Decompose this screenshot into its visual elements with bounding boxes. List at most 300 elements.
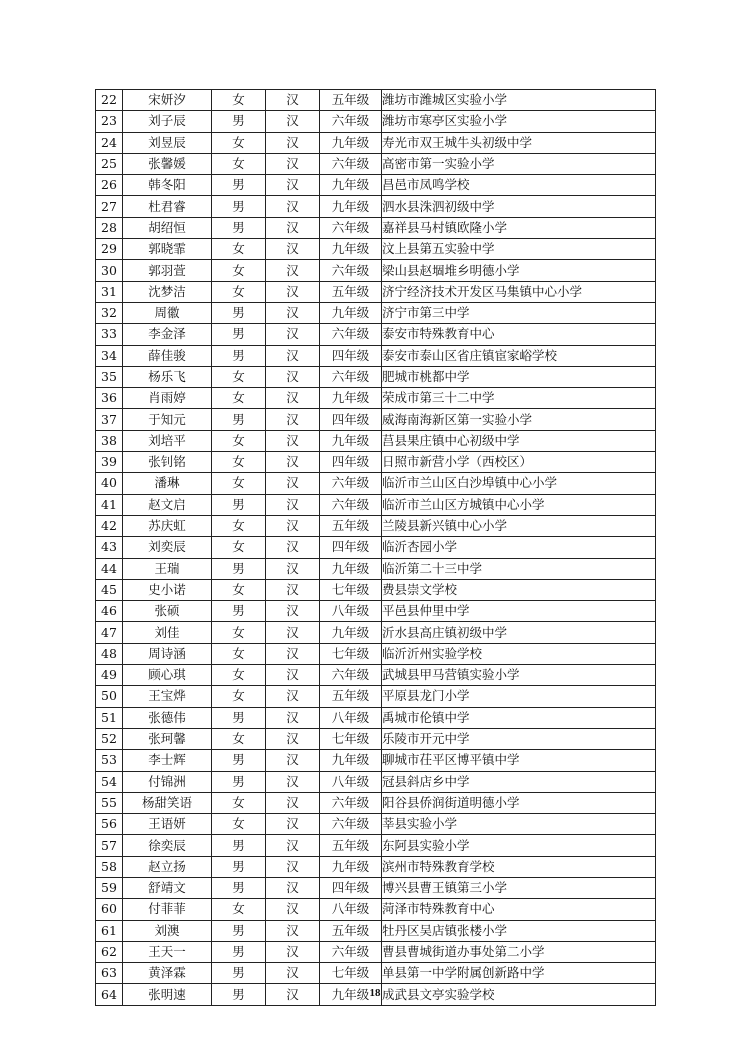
table-row [96, 814, 656, 835]
grade-cell: 六年级 [320, 665, 382, 686]
row-number-cell: 38 [96, 430, 123, 451]
table-row [96, 941, 656, 962]
student-name-cell: 刘奕辰 [123, 537, 212, 558]
row-number-cell: 27 [96, 196, 123, 217]
school-name-cell: 平邑县仲里中学 [382, 601, 656, 622]
school-name-cell: 单县第一中学附属创新路中学 [382, 963, 656, 984]
ethnicity-cell: 汉 [266, 302, 320, 323]
school-name-cell: 兰陵县新兴镇中心小学 [382, 515, 656, 536]
student-name-cell: 薛佳骏 [123, 345, 212, 366]
ethnicity-cell: 汉 [266, 643, 320, 664]
ethnicity-cell: 汉 [266, 473, 320, 494]
school-name-cell: 济宁经济技术开发区马集镇中心小学 [382, 281, 656, 302]
student-name-cell: 沈梦洁 [123, 281, 212, 302]
student-name-cell: 宋妍汐 [123, 90, 212, 111]
row-number-cell: 44 [96, 558, 123, 579]
gender-cell: 女 [212, 665, 266, 686]
grade-cell: 六年级 [320, 473, 382, 494]
ethnicity-cell: 汉 [266, 90, 320, 111]
row-number-cell: 28 [96, 217, 123, 238]
table-row [96, 452, 656, 473]
student-name-cell: 舒靖文 [123, 877, 212, 898]
ethnicity-cell: 汉 [266, 239, 320, 260]
gender-cell: 女 [212, 388, 266, 409]
student-name-cell: 张钊铭 [123, 452, 212, 473]
table-row [96, 665, 656, 686]
row-number-cell: 29 [96, 239, 123, 260]
table-row [96, 728, 656, 749]
table-row [96, 473, 656, 494]
gender-cell: 女 [212, 281, 266, 302]
gender-cell: 女 [212, 643, 266, 664]
student-name-cell: 刘子辰 [123, 111, 212, 132]
grade-cell: 八年级 [320, 601, 382, 622]
row-number-cell: 47 [96, 622, 123, 643]
grade-cell: 九年级 [320, 175, 382, 196]
table-row [96, 920, 656, 941]
student-name-cell: 郭晓霏 [123, 239, 212, 260]
row-number-cell: 48 [96, 643, 123, 664]
ethnicity-cell: 汉 [266, 175, 320, 196]
grade-cell: 九年级 [320, 622, 382, 643]
gender-cell: 男 [212, 601, 266, 622]
ethnicity-cell: 汉 [266, 196, 320, 217]
student-name-cell: 杨甜笑语 [123, 792, 212, 813]
row-number-cell: 34 [96, 345, 123, 366]
school-name-cell: 武城县甲马营镇实验小学 [382, 665, 656, 686]
student-name-cell: 李士辉 [123, 750, 212, 771]
table-row [96, 494, 656, 515]
student-name-cell: 顾心琪 [123, 665, 212, 686]
grade-cell: 六年级 [320, 814, 382, 835]
ethnicity-cell: 汉 [266, 707, 320, 728]
ethnicity-cell: 汉 [266, 409, 320, 430]
student-name-cell: 赵文启 [123, 494, 212, 515]
ethnicity-cell: 汉 [266, 963, 320, 984]
grade-cell: 四年级 [320, 537, 382, 558]
table-row [96, 345, 656, 366]
table-row [96, 239, 656, 260]
table-row [96, 515, 656, 536]
school-name-cell: 嘉祥县马村镇欧隆小学 [382, 217, 656, 238]
student-name-cell: 刘佳 [123, 622, 212, 643]
row-number-cell: 55 [96, 792, 123, 813]
ethnicity-cell: 汉 [266, 814, 320, 835]
school-name-cell: 莘县实验小学 [382, 814, 656, 835]
school-name-cell: 威海南海新区第一实验小学 [382, 409, 656, 430]
ethnicity-cell: 汉 [266, 601, 320, 622]
table-row [96, 643, 656, 664]
gender-cell: 男 [212, 196, 266, 217]
student-name-cell: 周诗涵 [123, 643, 212, 664]
student-name-cell: 于知元 [123, 409, 212, 430]
ethnicity-cell: 汉 [266, 324, 320, 345]
ethnicity-cell: 汉 [266, 537, 320, 558]
school-name-cell: 阳谷县侨润街道明德小学 [382, 792, 656, 813]
student-name-cell: 杨乐飞 [123, 366, 212, 387]
grade-cell: 九年级 [320, 302, 382, 323]
ethnicity-cell: 汉 [266, 792, 320, 813]
school-name-cell: 乐陵市开元中学 [382, 728, 656, 749]
table-row [96, 622, 656, 643]
grade-cell: 六年级 [320, 217, 382, 238]
student-name-cell: 郭羽萱 [123, 260, 212, 281]
table-row [96, 132, 656, 153]
row-number-cell: 43 [96, 537, 123, 558]
ethnicity-cell: 汉 [266, 665, 320, 686]
ethnicity-cell: 汉 [266, 920, 320, 941]
grade-cell: 七年级 [320, 728, 382, 749]
table-row [96, 537, 656, 558]
table-row [96, 90, 656, 111]
table-row [96, 877, 656, 898]
ethnicity-cell: 汉 [266, 281, 320, 302]
grade-cell: 九年级 [320, 750, 382, 771]
ethnicity-cell: 汉 [266, 217, 320, 238]
student-name-cell: 付菲菲 [123, 899, 212, 920]
table-row [96, 153, 656, 174]
grade-cell: 五年级 [320, 835, 382, 856]
row-number-cell: 31 [96, 281, 123, 302]
school-name-cell: 滨州市特殊教育学校 [382, 856, 656, 877]
student-name-cell: 徐奕辰 [123, 835, 212, 856]
table-row [96, 771, 656, 792]
school-name-cell: 临沂市兰山区方城镇中心小学 [382, 494, 656, 515]
ethnicity-cell: 汉 [266, 494, 320, 515]
row-number-cell: 45 [96, 579, 123, 600]
student-name-cell: 苏庆虹 [123, 515, 212, 536]
row-number-cell: 50 [96, 686, 123, 707]
row-number-cell: 51 [96, 707, 123, 728]
school-name-cell: 泰安市泰山区省庄镇宦家峪学校 [382, 345, 656, 366]
row-number-cell: 63 [96, 963, 123, 984]
ethnicity-cell: 汉 [266, 388, 320, 409]
student-name-cell: 杜君睿 [123, 196, 212, 217]
table-row [96, 856, 656, 877]
table-row [96, 111, 656, 132]
table-row [96, 366, 656, 387]
gender-cell: 女 [212, 473, 266, 494]
gender-cell: 男 [212, 345, 266, 366]
grade-cell: 六年级 [320, 941, 382, 962]
ethnicity-cell: 汉 [266, 899, 320, 920]
grade-cell: 九年级 [320, 558, 382, 579]
student-name-cell: 胡绍恒 [123, 217, 212, 238]
gender-cell: 女 [212, 239, 266, 260]
row-number-cell: 46 [96, 601, 123, 622]
school-name-cell: 曹县曹城街道办事处第二小学 [382, 941, 656, 962]
table-row [96, 835, 656, 856]
grade-cell: 八年级 [320, 771, 382, 792]
grade-cell: 八年级 [320, 899, 382, 920]
grade-cell: 六年级 [320, 494, 382, 515]
ethnicity-cell: 汉 [266, 260, 320, 281]
grade-cell: 六年级 [320, 260, 382, 281]
row-number-cell: 25 [96, 153, 123, 174]
row-number-cell: 49 [96, 665, 123, 686]
row-number-cell: 40 [96, 473, 123, 494]
row-number-cell: 59 [96, 877, 123, 898]
school-name-cell: 聊城市茌平区博平镇中学 [382, 750, 656, 771]
school-name-cell: 临沂市兰山区白沙埠镇中心小学 [382, 473, 656, 494]
table-row [96, 302, 656, 323]
grade-cell: 四年级 [320, 452, 382, 473]
student-name-cell: 刘澳 [123, 920, 212, 941]
school-name-cell: 博兴县曹王镇第三小学 [382, 877, 656, 898]
gender-cell: 男 [212, 217, 266, 238]
student-name-cell: 王瑞 [123, 558, 212, 579]
student-name-cell: 张硕 [123, 601, 212, 622]
grade-cell: 八年级 [320, 707, 382, 728]
ethnicity-cell: 汉 [266, 579, 320, 600]
student-name-cell: 周徽 [123, 302, 212, 323]
school-name-cell: 肥城市桃都中学 [382, 366, 656, 387]
gender-cell: 男 [212, 877, 266, 898]
school-name-cell: 禹城市伦镇中学 [382, 707, 656, 728]
school-name-cell: 莒县果庄镇中心初级中学 [382, 430, 656, 451]
ethnicity-cell: 汉 [266, 835, 320, 856]
grade-cell: 五年级 [320, 90, 382, 111]
ethnicity-cell: 汉 [266, 941, 320, 962]
grade-cell: 七年级 [320, 643, 382, 664]
roster-table-body [96, 90, 656, 1006]
school-name-cell: 菏泽市特殊教育中心 [382, 899, 656, 920]
gender-cell: 男 [212, 920, 266, 941]
ethnicity-cell: 汉 [266, 686, 320, 707]
gender-cell: 女 [212, 728, 266, 749]
grade-cell: 七年级 [320, 963, 382, 984]
table-row [96, 601, 656, 622]
table-row [96, 388, 656, 409]
table-row [96, 324, 656, 345]
gender-cell: 男 [212, 963, 266, 984]
school-name-cell: 临沂沂州实验学校 [382, 643, 656, 664]
gender-cell: 男 [212, 409, 266, 430]
gender-cell: 女 [212, 537, 266, 558]
gender-cell: 男 [212, 302, 266, 323]
table-row [96, 430, 656, 451]
grade-cell: 五年级 [320, 686, 382, 707]
row-number-cell: 26 [96, 175, 123, 196]
table-row [96, 792, 656, 813]
student-name-cell: 刘昱辰 [123, 132, 212, 153]
gender-cell: 女 [212, 515, 266, 536]
row-number-cell: 60 [96, 899, 123, 920]
student-name-cell: 张馨媛 [123, 153, 212, 174]
student-name-cell: 肖雨婷 [123, 388, 212, 409]
grade-cell: 九年级 [320, 984, 382, 1005]
grade-cell: 四年级 [320, 877, 382, 898]
grade-cell: 九年级 [320, 132, 382, 153]
student-name-cell: 张明速 [123, 984, 212, 1005]
ethnicity-cell: 汉 [266, 622, 320, 643]
gender-cell: 女 [212, 430, 266, 451]
table-row [96, 899, 656, 920]
row-number-cell: 57 [96, 835, 123, 856]
grade-cell: 九年级 [320, 239, 382, 260]
table-row [96, 963, 656, 984]
ethnicity-cell: 汉 [266, 558, 320, 579]
school-name-cell: 临沂第二十三中学 [382, 558, 656, 579]
gender-cell: 男 [212, 835, 266, 856]
school-name-cell: 临沂杏园小学 [382, 537, 656, 558]
grade-cell: 四年级 [320, 409, 382, 430]
gender-cell: 女 [212, 814, 266, 835]
gender-cell: 女 [212, 792, 266, 813]
table-row [96, 260, 656, 281]
ethnicity-cell: 汉 [266, 366, 320, 387]
row-number-cell: 32 [96, 302, 123, 323]
grade-cell: 九年级 [320, 388, 382, 409]
ethnicity-cell: 汉 [266, 750, 320, 771]
school-name-cell: 济宁市第三中学 [382, 302, 656, 323]
gender-cell: 男 [212, 558, 266, 579]
student-name-cell: 赵立扬 [123, 856, 212, 877]
row-number-cell: 41 [96, 494, 123, 515]
row-number-cell: 37 [96, 409, 123, 430]
gender-cell: 男 [212, 941, 266, 962]
ethnicity-cell: 汉 [266, 771, 320, 792]
row-number-cell: 56 [96, 814, 123, 835]
student-name-cell: 史小诺 [123, 579, 212, 600]
table-row [96, 175, 656, 196]
student-name-cell: 付锦洲 [123, 771, 212, 792]
school-name-cell: 潍坊市潍城区实验小学 [382, 90, 656, 111]
table-row [96, 707, 656, 728]
gender-cell: 女 [212, 90, 266, 111]
school-name-cell: 梁山县赵堌堆乡明德小学 [382, 260, 656, 281]
gender-cell: 男 [212, 771, 266, 792]
school-name-cell: 冠县斜店乡中学 [382, 771, 656, 792]
grade-cell: 六年级 [320, 153, 382, 174]
ethnicity-cell: 汉 [266, 856, 320, 877]
gender-cell: 女 [212, 899, 266, 920]
school-name-cell: 潍坊市寒亭区实验小学 [382, 111, 656, 132]
school-name-cell: 牡丹区吴店镇张楼小学 [382, 920, 656, 941]
table-row [96, 217, 656, 238]
ethnicity-cell: 汉 [266, 345, 320, 366]
ethnicity-cell: 汉 [266, 984, 320, 1005]
row-number-cell: 61 [96, 920, 123, 941]
school-name-cell: 东阿县实验小学 [382, 835, 656, 856]
row-number-cell: 39 [96, 452, 123, 473]
gender-cell: 女 [212, 366, 266, 387]
grade-cell: 九年级 [320, 856, 382, 877]
student-name-cell: 王天一 [123, 941, 212, 962]
table-row [96, 686, 656, 707]
school-name-cell: 成武县文亭实验学校 [382, 984, 656, 1005]
grade-cell: 九年级 [320, 430, 382, 451]
grade-cell: 五年级 [320, 515, 382, 536]
student-name-cell: 黄泽霖 [123, 963, 212, 984]
gender-cell: 女 [212, 452, 266, 473]
school-name-cell: 日照市新营小学（西校区） [382, 452, 656, 473]
ethnicity-cell: 汉 [266, 153, 320, 174]
school-name-cell: 费县崇文学校 [382, 579, 656, 600]
gender-cell: 男 [212, 324, 266, 345]
table-row [96, 558, 656, 579]
grade-cell: 六年级 [320, 324, 382, 345]
gender-cell: 女 [212, 622, 266, 643]
row-number-cell: 22 [96, 90, 123, 111]
student-name-cell: 张珂馨 [123, 728, 212, 749]
gender-cell: 男 [212, 494, 266, 515]
row-number-cell: 42 [96, 515, 123, 536]
school-name-cell: 汶上县第五实验中学 [382, 239, 656, 260]
ethnicity-cell: 汉 [266, 452, 320, 473]
grade-cell: 六年级 [320, 792, 382, 813]
student-roster-table [95, 89, 656, 1006]
gender-cell: 女 [212, 132, 266, 153]
grade-cell: 五年级 [320, 281, 382, 302]
gender-cell: 女 [212, 579, 266, 600]
table-row [96, 750, 656, 771]
gender-cell: 男 [212, 707, 266, 728]
grade-cell: 六年级 [320, 111, 382, 132]
school-name-cell: 高密市第一实验小学 [382, 153, 656, 174]
grade-cell: 七年级 [320, 579, 382, 600]
ethnicity-cell: 汉 [266, 430, 320, 451]
row-number-cell: 58 [96, 856, 123, 877]
row-number-cell: 36 [96, 388, 123, 409]
grade-cell: 九年级 [320, 196, 382, 217]
grade-cell: 四年级 [320, 345, 382, 366]
ethnicity-cell: 汉 [266, 515, 320, 536]
row-number-cell: 53 [96, 750, 123, 771]
ethnicity-cell: 汉 [266, 728, 320, 749]
school-name-cell: 荣成市第三十二中学 [382, 388, 656, 409]
grade-cell: 五年级 [320, 920, 382, 941]
school-name-cell: 泗水县洙泗初级中学 [382, 196, 656, 217]
gender-cell: 女 [212, 260, 266, 281]
row-number-cell: 23 [96, 111, 123, 132]
row-number-cell: 30 [96, 260, 123, 281]
grade-cell: 六年级 [320, 366, 382, 387]
student-name-cell: 韩冬阳 [123, 175, 212, 196]
row-number-cell: 54 [96, 771, 123, 792]
student-name-cell: 张德伟 [123, 707, 212, 728]
school-name-cell: 昌邑市凤鸣学校 [382, 175, 656, 196]
row-number-cell: 33 [96, 324, 123, 345]
student-name-cell: 王语妍 [123, 814, 212, 835]
table-row [96, 196, 656, 217]
row-number-cell: 64 [96, 984, 123, 1005]
row-number-cell: 24 [96, 132, 123, 153]
gender-cell: 男 [212, 984, 266, 1005]
gender-cell: 女 [212, 686, 266, 707]
gender-cell: 男 [212, 175, 266, 196]
row-number-cell: 35 [96, 366, 123, 387]
school-name-cell: 泰安市特殊教育中心 [382, 324, 656, 345]
table-row [96, 579, 656, 600]
student-name-cell: 王宝烨 [123, 686, 212, 707]
school-name-cell: 平原县龙门小学 [382, 686, 656, 707]
gender-cell: 男 [212, 111, 266, 132]
student-name-cell: 李金泽 [123, 324, 212, 345]
table-row [96, 409, 656, 430]
ethnicity-cell: 汉 [266, 111, 320, 132]
ethnicity-cell: 汉 [266, 132, 320, 153]
gender-cell: 男 [212, 856, 266, 877]
school-name-cell: 寿光市双王城牛头初级中学 [382, 132, 656, 153]
student-name-cell: 潘琳 [123, 473, 212, 494]
ethnicity-cell: 汉 [266, 877, 320, 898]
row-number-cell: 62 [96, 941, 123, 962]
row-number-cell: 52 [96, 728, 123, 749]
table-row [96, 281, 656, 302]
gender-cell: 女 [212, 153, 266, 174]
gender-cell: 男 [212, 750, 266, 771]
